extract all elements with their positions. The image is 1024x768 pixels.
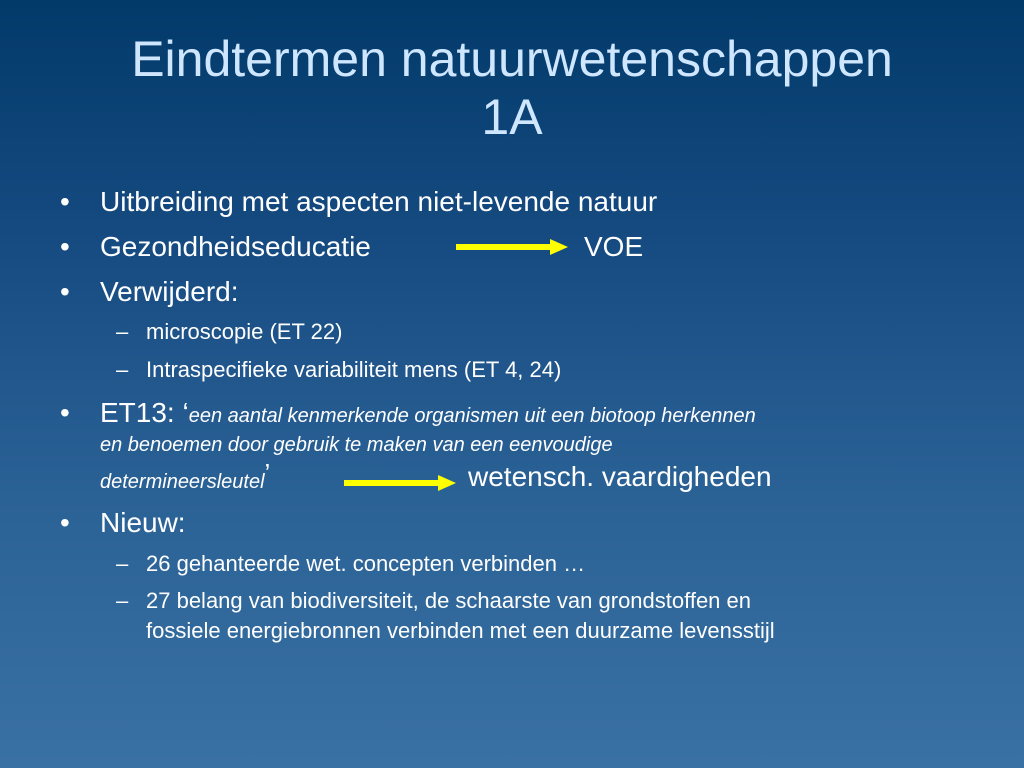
sub-bullet-marker: –: [116, 551, 129, 576]
bullet-marker: •: [60, 276, 70, 307]
bullet-text: Gezondheidseducatie: [100, 231, 371, 262]
closing-quote: ’: [264, 458, 271, 488]
bullet-italic-line1: een aantal kenmerkende organismen uit een biotoop herkennen: [188, 405, 756, 427]
right-arrow-icon: [344, 475, 456, 491]
sub-bullet-text-line2: fossiele energiebronnen verbinden met een duurzame levensstijl: [146, 618, 775, 643]
bullet-marker: •: [60, 397, 70, 428]
sub-bullet-text-line1: 27 belang van biodiversiteit, de schaarste van grondstoffen en: [146, 588, 751, 613]
bullet-target-text: wetensch. vaardigheden: [468, 461, 772, 492]
sub-bullet-marker: –: [116, 319, 129, 344]
slide-title-line1: Eindtermen natuurwetenschappen: [131, 31, 893, 87]
bullet-text: Uitbreiding met aspecten niet-levende natuur: [100, 186, 658, 217]
bullet-marker: •: [60, 507, 70, 538]
right-arrow-icon: [456, 239, 568, 255]
sub-bullet-text: 26 gehanteerde wet. concepten verbinden …: [146, 551, 586, 576]
sub-bullet-marker: –: [116, 357, 129, 382]
sub-bullet-text: microscopie (ET 22): [146, 319, 343, 344]
bullet-target-text: VOE: [584, 231, 644, 262]
slide-title-line2: 1A: [481, 89, 543, 145]
bullet-continuation: [0, 458, 1024, 496]
bullet-marker: •: [60, 186, 70, 217]
sub-bullet-text: Intraspecifieke variabiliteit mens (ET 4, 24): [146, 357, 562, 382]
bullet-text: Nieuw:: [100, 507, 186, 538]
bullet-text: [100, 396, 756, 433]
bullet-marker: •: [60, 231, 70, 262]
bullet-italic-line3-text: determineersleutel: [100, 471, 265, 493]
bullet-italic-line3: [100, 458, 271, 495]
bullet-text: Verwijderd:: [100, 276, 239, 307]
bullet-italic-line2: en benoemen door gebruik te maken van een eenvoudige: [100, 434, 613, 456]
bullet-lead: ET13: ‘: [100, 397, 189, 428]
sub-bullet-marker: –: [116, 588, 129, 613]
